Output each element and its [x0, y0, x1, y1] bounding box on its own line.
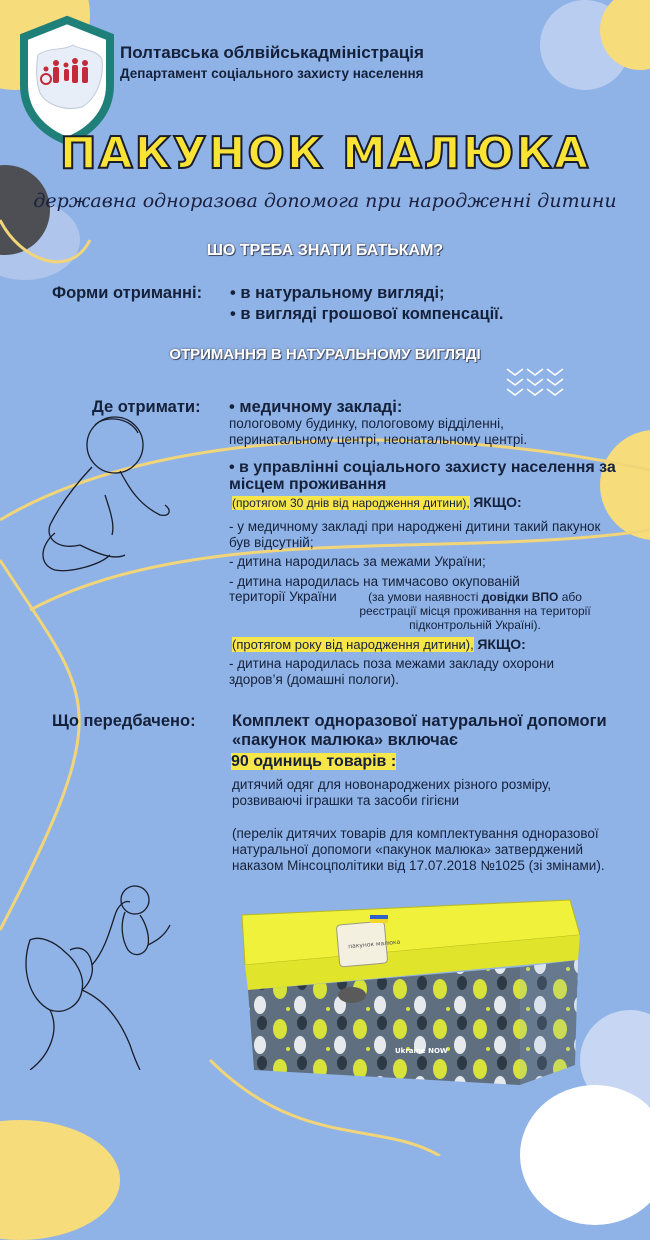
forms-label: Форми отриманні: — [52, 284, 203, 302]
box-label: пакунок малюка — [347, 938, 401, 951]
order-note: (перелік дитячих товарів для комплектування одноразової натуральної допомоги «пакунок малюка» затверджений наказом Мінсоцполітики від 17.07.2018 №1025 (зі змінами). — [232, 826, 605, 873]
units-count — [231, 753, 396, 771]
ministry-logo — [18, 15, 116, 145]
provided-label: Що передбачено: — [52, 712, 196, 730]
department-name: Департамент соціального захисту населення — [120, 66, 424, 81]
units-text: 90 одиниць товарів : — [231, 753, 397, 770]
list-item: - дитина народилась за межами України; — [229, 554, 486, 569]
chevron-down-icon — [505, 365, 570, 405]
note-text: або реєстрації місця проживання на території підконтрольній Україні). — [359, 590, 591, 632]
natural-heading: ОТРИМАННЯ В НАТУРАЛЬНОМУ ВИГЛЯДІ — [169, 346, 481, 363]
condition-suffix: ЯКЩО: — [473, 494, 522, 510]
uszn-title: • в управлінні соціального захисту населення за місцем проживання — [229, 459, 616, 493]
page-subtitle: державна одноразова допомога при народженні дитини — [33, 190, 617, 212]
baby-box-image — [230, 895, 580, 1095]
medical-title: • медичному закладі: — [229, 398, 403, 416]
list-note — [355, 590, 595, 632]
forms-item: • в вигляді грошової компенсації. — [230, 305, 504, 323]
note-bold: довідки ВПО — [481, 590, 559, 604]
condition-30-days — [232, 494, 522, 510]
condition-suffix: ЯКЩО: — [477, 636, 526, 652]
box-brand: Ukraine NOW — [395, 1047, 448, 1055]
org-name: Полтавська облвійськадміністрація — [120, 43, 424, 62]
note-text: (за умови наявності — [368, 590, 482, 604]
page-title: ПАКУНОК МАЛЮКА — [59, 128, 591, 179]
medical-text: пологовому будинку, пологовому відділенні, перинатальному центрі, неонатальному центрі. — [229, 416, 528, 447]
list-item: - дитина народилась поза межами закладу охорони здоров’я (домашні пологи). — [229, 656, 554, 687]
where-label: Де отримати: — [92, 398, 201, 416]
set-title: Комплект одноразової натуральної допомоги «пакунок малюка» включає — [232, 712, 607, 749]
list-item: території України — [229, 589, 337, 604]
crawling-baby-illustration — [20, 405, 180, 580]
items-text: дитячий одяг для новонароджених різного розміру, розвиваючі іграшки та засоби гігієни — [232, 777, 552, 808]
list-item: - дитина народилась на тимчасово окупованій — [229, 574, 520, 589]
condition-year — [232, 636, 526, 652]
condition-highlight: (протягом року від народження дитини), — [232, 637, 474, 652]
condition-highlight: (протягом 30 днів від народження дитини), — [232, 496, 470, 510]
mother-baby-illustration — [10, 880, 220, 1070]
forms-item: • в натуральному вигляді; — [230, 284, 445, 302]
list-item: - у медичному закладі при народжені дитини такий пакунок був відсутній; — [229, 519, 601, 550]
question-heading: ШО ТРЕБА ЗНАТИ БАТЬКАМ? — [206, 242, 444, 259]
